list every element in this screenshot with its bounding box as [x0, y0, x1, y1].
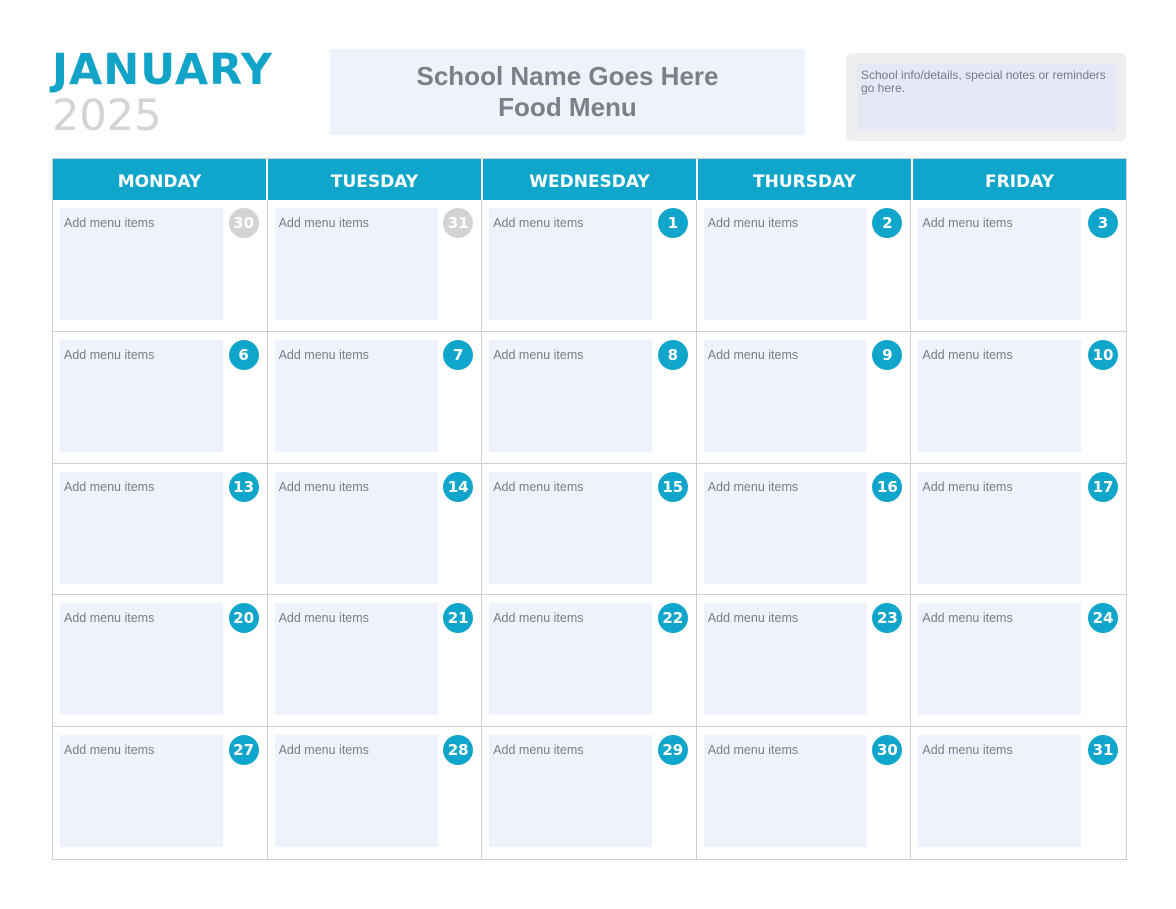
day-cell: [53, 727, 268, 859]
day-cell: [482, 332, 697, 464]
day-number-badge: 28: [443, 735, 473, 765]
weekday-header-wednesday: WEDNESDAY: [483, 159, 698, 200]
day-cell: [482, 200, 697, 332]
day-number-badge: 7: [443, 340, 473, 370]
calendar-grid: [52, 158, 1127, 860]
day-cell: [482, 464, 697, 596]
weekday-header-tuesday: TUESDAY: [268, 159, 483, 200]
day-number-badge: 16: [872, 472, 902, 502]
weekday-header-row: [53, 159, 1126, 200]
day-number-badge: 14: [443, 472, 473, 502]
day-number-badge: 20: [229, 603, 259, 633]
day-cell: [911, 727, 1126, 859]
day-number-badge: 23: [872, 603, 902, 633]
day-cell: [53, 595, 268, 727]
day-number-badge: 13: [229, 472, 259, 502]
menu-title: Food Menu: [498, 92, 637, 122]
day-cell: [697, 727, 912, 859]
day-number-badge: 1: [658, 208, 688, 238]
day-cell: [911, 332, 1126, 464]
menu-items-field[interactable]: Add menu items: [275, 208, 438, 320]
day-number-badge: 10: [1088, 340, 1118, 370]
month-title: JANUARY: [52, 45, 274, 95]
weekday-header-thursday: THURSDAY: [698, 159, 913, 200]
menu-items-field[interactable]: Add menu items: [918, 472, 1081, 584]
school-name: School Name Goes Here: [416, 61, 719, 91]
day-cell: [268, 464, 483, 596]
menu-items-field[interactable]: Add menu items: [704, 472, 867, 584]
menu-items-field[interactable]: Add menu items: [275, 472, 438, 584]
day-number-badge: 3: [1088, 208, 1118, 238]
day-cell: [268, 332, 483, 464]
day-cell: [268, 727, 483, 859]
menu-items-field[interactable]: Add menu items: [489, 340, 652, 452]
day-cell: [697, 595, 912, 727]
menu-items-field[interactable]: Add menu items: [489, 735, 652, 847]
menu-items-field[interactable]: Add menu items: [275, 735, 438, 847]
day-cell: [53, 200, 268, 332]
day-cell: [482, 727, 697, 859]
day-number-badge: 31: [443, 208, 473, 238]
day-cell: [482, 595, 697, 727]
menu-items-field[interactable]: Add menu items: [275, 603, 438, 715]
menu-items-field[interactable]: Add menu items: [489, 472, 652, 584]
day-cell: [911, 595, 1126, 727]
menu-items-field[interactable]: Add menu items: [60, 735, 223, 847]
weekday-header-monday: MONDAY: [53, 159, 268, 200]
day-number-badge: 30: [229, 208, 259, 238]
notes-panel: [846, 53, 1126, 141]
school-title-box[interactable]: [330, 49, 805, 135]
day-cell: [697, 464, 912, 596]
day-number-badge: 24: [1088, 603, 1118, 633]
year-title: 2025: [52, 91, 162, 141]
day-number-badge: 9: [872, 340, 902, 370]
calendar-body: [53, 200, 1126, 859]
day-cell: [53, 464, 268, 596]
day-number-badge: 8: [658, 340, 688, 370]
menu-items-field[interactable]: Add menu items: [704, 208, 867, 320]
day-cell: [911, 464, 1126, 596]
weekday-header-friday: FRIDAY: [985, 172, 1054, 192]
menu-items-field[interactable]: Add menu items: [60, 208, 223, 320]
menu-items-field[interactable]: Add menu items: [275, 340, 438, 452]
day-number-badge: 17: [1088, 472, 1118, 502]
day-number-badge: 15: [658, 472, 688, 502]
menu-items-field[interactable]: Add menu items: [704, 735, 867, 847]
day-cell: [53, 332, 268, 464]
menu-items-field[interactable]: Add menu items: [489, 208, 652, 320]
menu-items-field[interactable]: Add menu items: [918, 735, 1081, 847]
menu-items-field[interactable]: Add menu items: [489, 603, 652, 715]
day-cell: [911, 200, 1126, 332]
menu-items-field[interactable]: Add menu items: [60, 603, 223, 715]
menu-items-field[interactable]: Add menu items: [918, 208, 1081, 320]
day-number-badge: 22: [658, 603, 688, 633]
day-cell: [268, 595, 483, 727]
notes-field[interactable]: School info/details, special notes or reminders go here.: [857, 63, 1116, 131]
day-number-badge: 21: [443, 603, 473, 633]
menu-items-field[interactable]: Add menu items: [60, 340, 223, 452]
day-number-badge: 27: [229, 735, 259, 765]
day-number-badge: 2: [872, 208, 902, 238]
menu-items-field[interactable]: Add menu items: [704, 603, 867, 715]
day-cell: [697, 200, 912, 332]
day-number-badge: 30: [872, 735, 902, 765]
day-number-badge: 31: [1088, 735, 1118, 765]
menu-items-field[interactable]: Add menu items: [918, 340, 1081, 452]
menu-items-field[interactable]: Add menu items: [60, 472, 223, 584]
menu-items-field[interactable]: Add menu items: [918, 603, 1081, 715]
day-cell: [268, 200, 483, 332]
day-cell: [697, 332, 912, 464]
day-number-badge: 6: [229, 340, 259, 370]
menu-items-field[interactable]: Add menu items: [704, 340, 867, 452]
day-number-badge: 29: [658, 735, 688, 765]
